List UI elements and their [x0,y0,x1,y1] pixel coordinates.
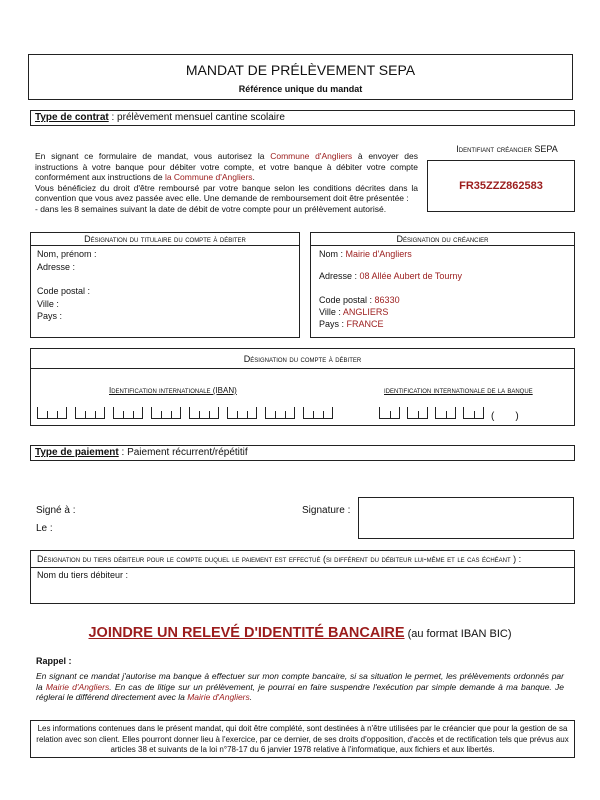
contract-type-row [30,110,575,126]
creditor-id-box [427,160,575,212]
creditor-name-inline: la Commune d'Angliers [164,172,253,182]
payment-type-row [30,445,575,461]
creditor-name: Mairie d'Angliers [345,249,412,259]
date-field[interactable]: Le : [36,523,53,534]
rib-instruction [0,624,600,642]
debtor-box-title: Désignation du titulaire du compte à débiter [31,233,299,246]
iban-input[interactable] [37,406,341,424]
creditor-box: Désignation du créancier Nom : Mairie d'Angliers Adresse : 08 Allée Aubert de Tourny Code postal : 86330 Ville : ANGLIERS Pays : FRANCE [310,232,575,338]
debtor-name-field[interactable]: Nom, prénom : [37,249,97,259]
account-box [30,348,575,426]
debtor-address-field[interactable]: Adresse : [37,261,76,272]
account-box-title: Désignation du compte à débiter [31,349,574,369]
creditor-id-label: Identifiant créancier SEPA [456,144,558,154]
iban-label: Identification internationale (IBAN) [109,386,237,395]
legal-notice: Les informations contenues dans le présent mandat, qui doit être complété, sont destinées à n'être utilisées par le créancier que pour la gestion de sa relation avec son client. Elles pourront donner lieu à l'exercice, par ce dernier, de ses droits d'opposition, d'accès et de rectification tels que prévus aux articles 38 et suivants de la loi n°78-17 du 6 janvier 1978 relative à l'informatique, aux fichiers et aux libertés. [30,720,575,758]
third-party-title: Désignation du tiers débiteur pour le compte duquel le paiement est effectué (si différent du débiteur lui-même et le cas échéant ) : [37,554,522,564]
debtor-country-field[interactable]: Pays : [37,311,63,321]
third-party-name-field[interactable]: Nom du tiers débiteur : [31,567,574,582]
signature-label: Signature : [302,505,351,516]
creditor-country: FRANCE [346,319,384,329]
payment-type-value: : Paiement récurrent/répétitif [118,447,248,458]
intro-text: En signant ce formulaire de mandat, vous autorisez la Commune d'Angliers à envoyer des instructions à votre banque pour débiter votre compte, et votre banque à débiter votre compte conformément aux instructions de la Commune d'Angliers. Vous bénéficiez du droit d'être remboursé par votre banque selon les conditions décrites dans la convention que vous avez passée avec elle. Une demande de remboursement doit être présentée : - dans les 8 semaines suivant la date de débit de votre compte pour un prélèvement autorisé. [35,151,418,214]
mandate-reference-label: Référence unique du mandat [238,84,363,94]
payment-type-label: Type de paiement [35,447,119,458]
rib-main: JOINDRE UN RELEVÉ D'IDENTITÉ BANCAIRE [88,625,405,641]
mandate-header [28,54,573,100]
bic-label: identification internationale de la banque [384,386,533,395]
debtor-box [30,232,300,338]
page-title: MANDAT DE PRÉLÈVEMENT SEPA [185,62,416,78]
debtor-postal-field[interactable]: Code postal : [37,286,91,296]
creditor-city: ANGLIERS [342,307,389,317]
rib-format: (au format IBAN BIC) [404,628,512,640]
reminder-text: En signant ce mandat j'autorise ma banque à effectuer sur mon compte bancaire, si sa situation le permet, les prélèvements ordonnés par la Mairie d'Angliers. En cas de litige sur un prélèvement, je pourrai en faire suspendre l'exécution par simple demande à ma banque. Je réglerai le différend directement avec la Mairie d'Angliers. [36,671,564,702]
third-party-box [30,550,575,604]
contract-type-label: Type de contrat [35,112,109,123]
creditor-name-inline: Commune d'Angliers [270,151,353,161]
signature-box[interactable] [358,497,574,539]
reminder-title: Rappel : [36,656,72,666]
debtor-city-field[interactable]: Ville : [37,298,59,309]
bic-input[interactable]: ( ) [379,406,519,424]
creditor-address: 08 Allée Aubert de Tourny [359,271,462,281]
signed-at-field[interactable]: Signé à : [36,505,76,516]
creditor-postal: 86330 [374,295,400,305]
creditor-id-value: FR35ZZZ862583 [459,180,543,192]
contract-type-value: : prélèvement mensuel cantine scolaire [108,112,285,123]
creditor-box-title: Désignation du créancier [311,233,574,246]
